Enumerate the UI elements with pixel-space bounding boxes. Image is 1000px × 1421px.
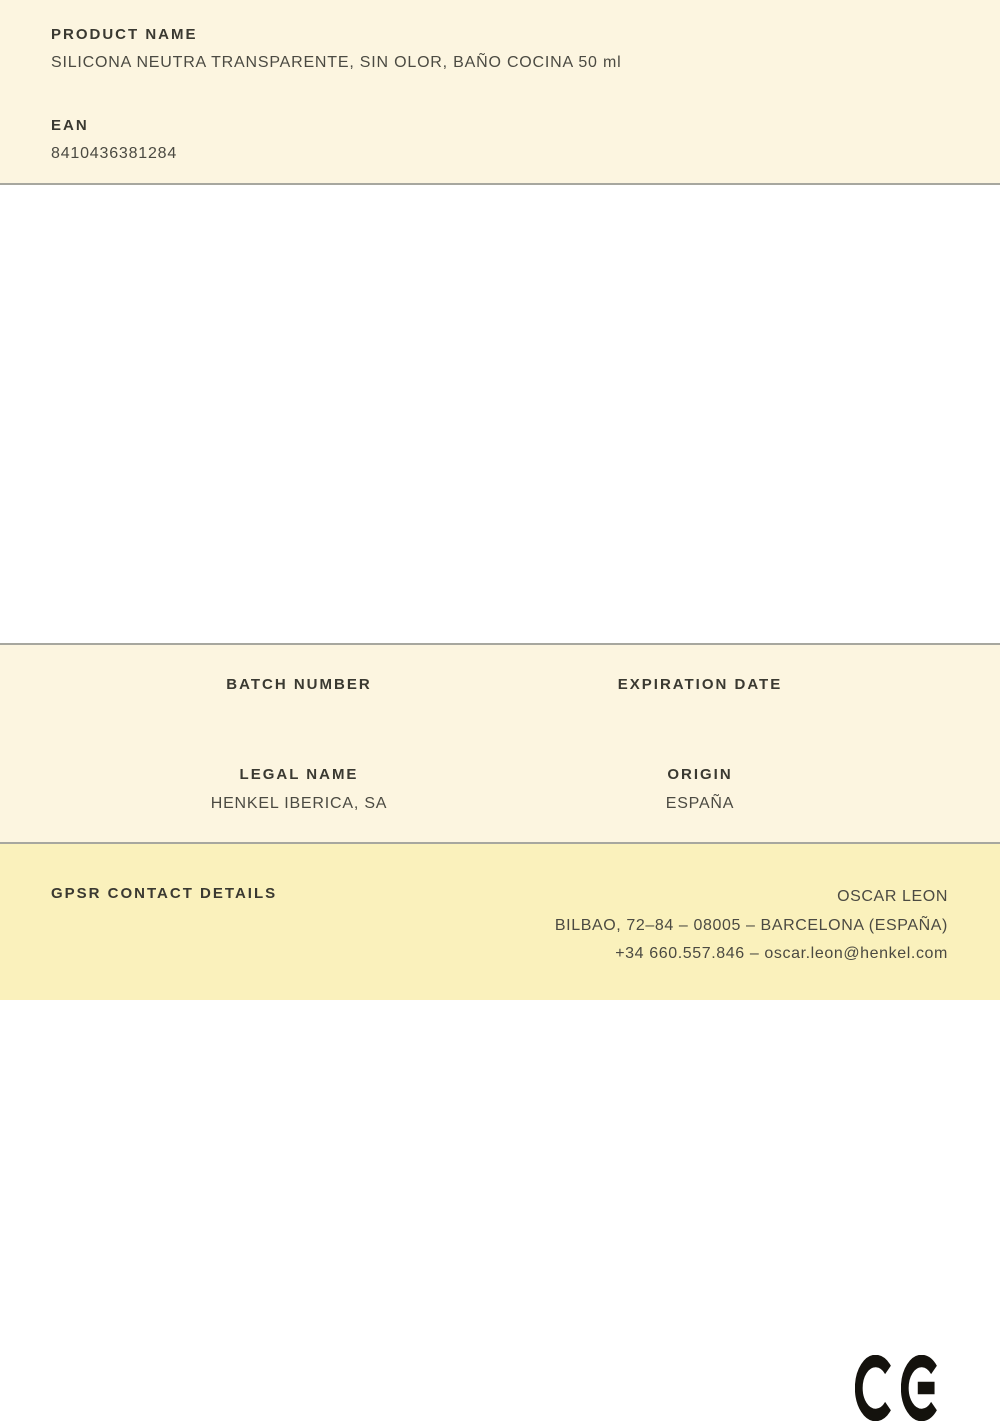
- origin-value: ESPAÑA: [665, 795, 735, 812]
- contact-phone-email: +34 660.557.846 – oscar.leon@henkel.com: [615, 945, 948, 962]
- details-section: [0, 643, 1000, 844]
- ean-label: EAN: [51, 117, 89, 134]
- empty-content-area: [0, 185, 1000, 643]
- legal-name-label: LEGAL NAME: [239, 766, 359, 783]
- contact-person: OSCAR LEON: [837, 888, 948, 905]
- batch-number-label: BATCH NUMBER: [226, 676, 372, 693]
- gpsr-contact-label: GPSR CONTACT DETAILS: [51, 885, 278, 902]
- expiration-date-label: EXPIRATION DATE: [617, 676, 783, 693]
- product-name-label: PRODUCT NAME: [51, 26, 198, 43]
- product-name-value: SILICONA NEUTRA TRANSPARENTE, SIN OLOR, BAÑO COCINA 50 ml: [51, 54, 622, 71]
- legal-name-value: HENKEL IBERICA, SA: [210, 795, 388, 812]
- ce-mark-icon: [855, 1355, 945, 1421]
- ean-value: 8410436381284: [51, 145, 178, 162]
- gpsr-contact-section: [0, 844, 1000, 1000]
- product-header-section: [0, 0, 1000, 185]
- contact-address: BILBAO, 72–84 – 08005 – BARCELONA (ESPAÑA): [554, 916, 948, 934]
- origin-label: ORIGIN: [667, 766, 733, 783]
- gpsr-contact-block: [555, 883, 948, 969]
